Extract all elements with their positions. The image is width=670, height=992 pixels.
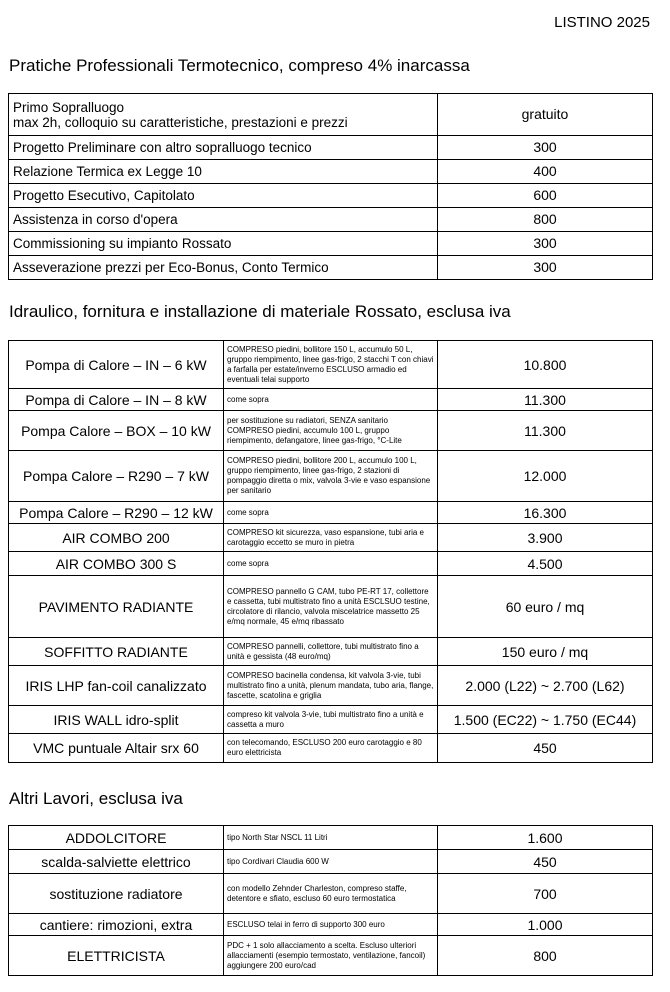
item-name: Pompa Calore – R290 – 12 kW <box>9 502 224 524</box>
service-price: 300 <box>438 136 653 160</box>
item-description: tipo North Star NSCL 11 Litri <box>224 826 438 850</box>
item-description: come sopra <box>224 552 438 576</box>
item-price: 10.800 <box>438 341 653 389</box>
item-price: 1.500 (EC22) ~ 1.750 (EC44) <box>438 706 653 734</box>
table-row <box>9 232 653 256</box>
table-row <box>9 552 653 576</box>
item-price: 150 euro / mq <box>438 638 653 666</box>
service-price: 300 <box>438 232 653 256</box>
table-row <box>9 706 653 734</box>
item-description: COMPRESO kit sicurezza, vaso espansione, tubi aria e carotaggio eccetto se muro in pietra <box>224 524 438 552</box>
item-name: ELETTRICISTA <box>9 936 224 976</box>
service-name: Commissioning su impianto Rossato <box>9 232 438 256</box>
table-row <box>9 666 653 706</box>
table-row <box>9 502 653 524</box>
item-price: 4.500 <box>438 552 653 576</box>
item-name: ADDOLCITORE <box>9 826 224 850</box>
table-row <box>9 638 653 666</box>
table-row <box>9 826 653 850</box>
service-name-line2: max 2h, colloquio su caratteristiche, prestazioni e prezzi <box>13 114 348 130</box>
table-row <box>9 256 653 280</box>
item-price: 11.300 <box>438 389 653 411</box>
item-name: scalda-salviette elettrico <box>9 850 224 874</box>
item-name: cantiere: rimozioni, extra <box>9 914 224 936</box>
table-row <box>9 936 653 976</box>
item-description: tipo Cordivari Claudia 600 W <box>224 850 438 874</box>
service-price: 400 <box>438 160 653 184</box>
item-description: ESCLUSO telai in ferro di supporto 300 euro <box>224 914 438 936</box>
altri-lavori-table <box>8 825 653 976</box>
service-price: 300 <box>438 256 653 280</box>
item-name: AIR COMBO 300 S <box>9 552 224 576</box>
item-description: COMPRESO pannello G CAM, tubo PE-RT 17, collettore e cassetta, tubi multistrato fino a unità ESCLSUO testine, circolatore di rilancio, valvola miscelatrice massetto 25 e/mq normale, 45 e/mq ribassato <box>224 576 438 638</box>
item-description: COMPRESO bacinella condensa, kit valvola 3-vie, tubi multistrato fino a unità, plenum mandata, tubo aria, flange, fascette, scatolina e griglia <box>224 666 438 706</box>
item-price: 16.300 <box>438 502 653 524</box>
item-price: 450 <box>438 850 653 874</box>
service-name: Asseverazione prezzi per Eco-Bonus, Conto Termico <box>9 256 438 280</box>
table-row <box>9 160 653 184</box>
section-title-idraulico: Idraulico, fornitura e installazione di materiale Rossato, esclusa iva <box>9 302 511 321</box>
service-name: Assistenza in corso d'opera <box>9 208 438 232</box>
table-row <box>9 576 653 638</box>
section-title-pratiche: Pratiche Professionali Termotecnico, compreso 4% inarcassa <box>9 56 470 75</box>
item-price: 2.000 (L22) ~ 2.700 (L62) <box>438 666 653 706</box>
item-description: compreso kit valvola 3-vie, tubi multistrato fino a unità e cassetta a muro <box>224 706 438 734</box>
item-price: 12.000 <box>438 451 653 502</box>
service-name-line1: Primo Sopralluogo <box>13 99 125 115</box>
pratiche-table <box>8 93 653 280</box>
item-name: AIR COMBO 200 <box>9 524 224 552</box>
service-name: Progetto Preliminare con altro sopralluogo tecnico <box>9 136 438 160</box>
service-price: 600 <box>438 184 653 208</box>
item-description: con modello Zehnder Charleston, compreso staffe, detentore e sfiato, escluso 60 euro termostatica <box>224 874 438 914</box>
item-name: IRIS WALL idro-split <box>9 706 224 734</box>
item-name: sostituzione radiatore <box>9 874 224 914</box>
item-description: come sopra <box>224 502 438 524</box>
service-name <box>9 94 438 136</box>
section-title-altri-lavori: Altri Lavori, esclusa iva <box>9 789 183 808</box>
item-description: COMPRESO pannelli, collettore, tubi multistrato fino a unità e gessista (48 euro/mq) <box>224 638 438 666</box>
table-row <box>9 208 653 232</box>
table-row <box>9 451 653 502</box>
item-name: IRIS LHP fan-coil canalizzato <box>9 666 224 706</box>
item-description: con telecomando, ESCLUSO 200 euro carotaggio e 80 euro elettricista <box>224 734 438 763</box>
item-name: SOFFITTO RADIANTE <box>9 638 224 666</box>
document-title: LISTINO 2025 <box>554 14 650 31</box>
service-name: Progetto Esecutivo, Capitolato <box>9 184 438 208</box>
item-description: COMPRESO piedini, bollitore 150 L, accumulo 50 L, gruppo riempimento, linee gas-frigo, 2 stacchi T con chiavi a farfalla per estate/inverno ESCLUSO armadio ed eventuali telai supporto <box>224 341 438 389</box>
table-row <box>9 389 653 411</box>
item-price: 800 <box>438 936 653 976</box>
service-price: 800 <box>438 208 653 232</box>
item-price: 1.600 <box>438 826 653 850</box>
item-price: 450 <box>438 734 653 763</box>
table-row <box>9 874 653 914</box>
table-row <box>9 734 653 763</box>
table-row <box>9 850 653 874</box>
item-name: Pompa di Calore – IN – 6 kW <box>9 341 224 389</box>
table-row <box>9 411 653 451</box>
item-price: 1.000 <box>438 914 653 936</box>
table-row <box>9 94 653 136</box>
service-price: gratuito <box>438 94 653 136</box>
item-price: 700 <box>438 874 653 914</box>
table-row <box>9 341 653 389</box>
item-description: PDC + 1 solo allacciamento a scelta. Escluso ulteriori allacciamenti (esempio termostato, ventilazione, fancoil) aggiungere 200 euro/cad <box>224 936 438 976</box>
item-price: 3.900 <box>438 524 653 552</box>
item-name: Pompa di Calore – IN – 8 kW <box>9 389 224 411</box>
item-description: per sostituzione su radiatori, SENZA sanitario COMPRESO piedini, accumulo 100 L, gruppo riempimento, defangatore, linee gas-frigo, °C-Lite <box>224 411 438 451</box>
item-price: 11.300 <box>438 411 653 451</box>
table-row <box>9 184 653 208</box>
item-name: PAVIMENTO RADIANTE <box>9 576 224 638</box>
table-row <box>9 914 653 936</box>
table-row <box>9 136 653 160</box>
service-name: Relazione Termica ex Legge 10 <box>9 160 438 184</box>
item-name: Pompa Calore – BOX – 10 kW <box>9 411 224 451</box>
item-description: come sopra <box>224 389 438 411</box>
item-name: VMC puntuale Altair srx 60 <box>9 734 224 763</box>
item-price: 60 euro / mq <box>438 576 653 638</box>
table-row <box>9 524 653 552</box>
idraulico-table <box>8 340 653 763</box>
item-description: COMPRESO piedini, bollitore 200 L, accumulo 100 L, gruppo riempimento, linee gas-frigo, 2 stazioni di pompaggio diretta o mix, valvola 3-vie e vaso espansione per sanitario <box>224 451 438 502</box>
item-name: Pompa Calore – R290 – 7 kW <box>9 451 224 502</box>
